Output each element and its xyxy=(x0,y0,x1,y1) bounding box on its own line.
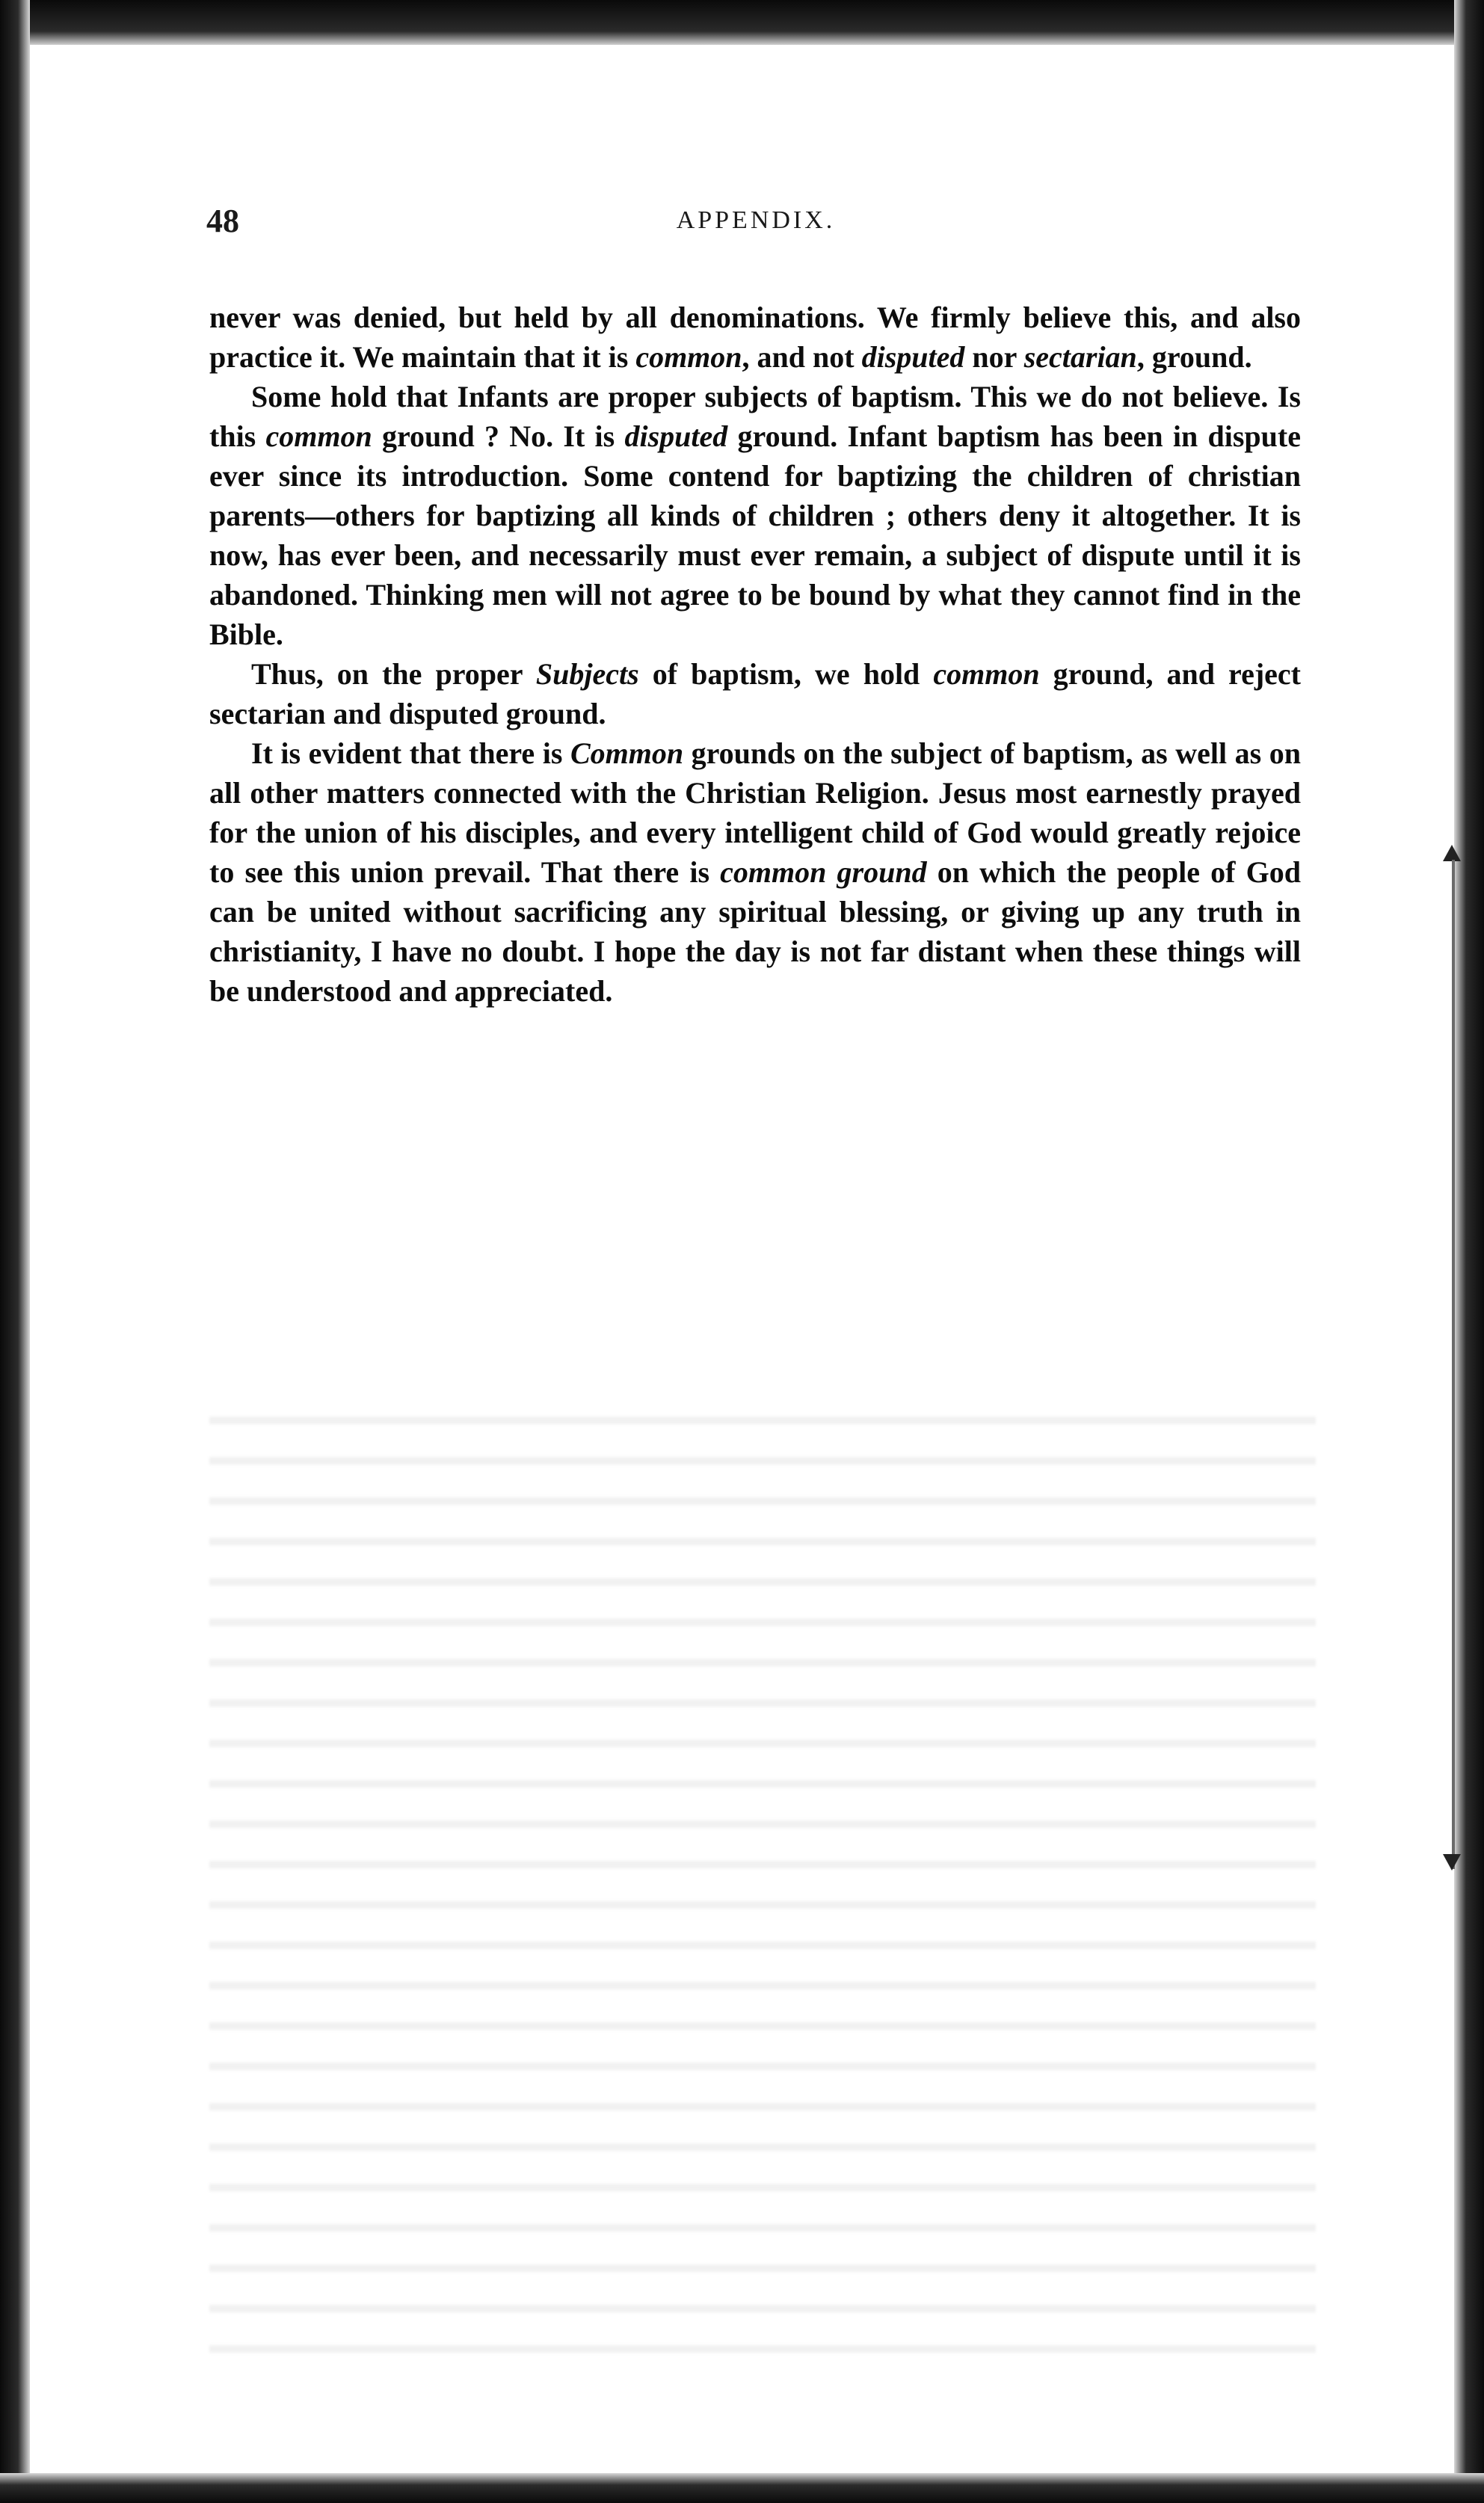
scan-edge-right xyxy=(1454,0,1484,2503)
paragraph-text: never was denied, but held by all denominations. We firmly believe this, and also practice it. We maintain that it is xyxy=(209,301,1301,374)
paragraph-text: nor xyxy=(964,340,1024,374)
paragraph-text: , ground. xyxy=(1136,340,1252,374)
scan-edge-top xyxy=(0,0,1484,45)
binding-edge-line xyxy=(1452,860,1455,1869)
bleed-through-texture xyxy=(209,1391,1316,2377)
paragraph-text: Some hold that Infants are proper subjects of baptism. This we do not believe. Is this xyxy=(209,380,1301,453)
paragraph-text: ground ? No. It is xyxy=(372,419,625,453)
paragraph-text: grounds on the subject of baptism, as well as on all other matters connected with the Christian Religion. Jesus most earnestly prayed for the union of his disciples, and every intelligent child of God would greatly rejoice to see this union prevail. That there is xyxy=(209,736,1302,889)
arrow-down-icon xyxy=(1443,1854,1461,1871)
body-text xyxy=(209,298,1301,1011)
emphasis-text: common ground xyxy=(720,855,927,889)
emphasis-text: Subjects xyxy=(535,657,639,691)
paragraph-text: It is evident that there is xyxy=(251,736,570,770)
paragraph xyxy=(209,377,1301,654)
paragraph-text: ground. Infant baptism has been in dispute ever since its introduction. Some contend for baptizing the children of christian parents—others for baptizing all kinds of children ; others deny it altogether. It is now, has ever been, and necessarily must ever remain, a subject of dispute until it is abandoned. Thinking men will not agree to be bound by what they cannot find in the Bible. xyxy=(209,419,1301,651)
page-number: 48 xyxy=(206,203,239,239)
emphasis-text: sectarian xyxy=(1023,340,1137,374)
paragraph-text: on which the people of God can be united without sacrificing any spiritual blessing, or giving up any truth in christianity, I have no doubt. I hope the day is not far distant when these things will be understood and appreciated. xyxy=(209,855,1301,1008)
emphasis-text: disputed xyxy=(624,419,728,453)
paragraph-text: , and not xyxy=(742,340,862,374)
paragraph xyxy=(209,733,1301,1011)
page-header xyxy=(206,202,1305,247)
scan-edge-bottom xyxy=(0,2473,1484,2503)
emphasis-text: common xyxy=(635,340,742,374)
emphasis-text: Common xyxy=(570,736,684,770)
paragraph-text: of baptism, we hold xyxy=(638,657,934,691)
arrow-up-icon xyxy=(1443,845,1461,861)
paragraph-text: ground, and reject sectarian and disputed ground. xyxy=(209,657,1301,730)
paragraph xyxy=(209,654,1301,733)
paragraph-text: Thus, on the proper xyxy=(251,657,536,691)
emphasis-text: common xyxy=(265,419,372,453)
paragraph xyxy=(209,298,1301,377)
running-head: APPENDIX. xyxy=(676,206,836,234)
emphasis-text: common xyxy=(933,657,1040,691)
scan-edge-left xyxy=(0,0,30,2503)
emphasis-text: disputed xyxy=(861,340,965,374)
